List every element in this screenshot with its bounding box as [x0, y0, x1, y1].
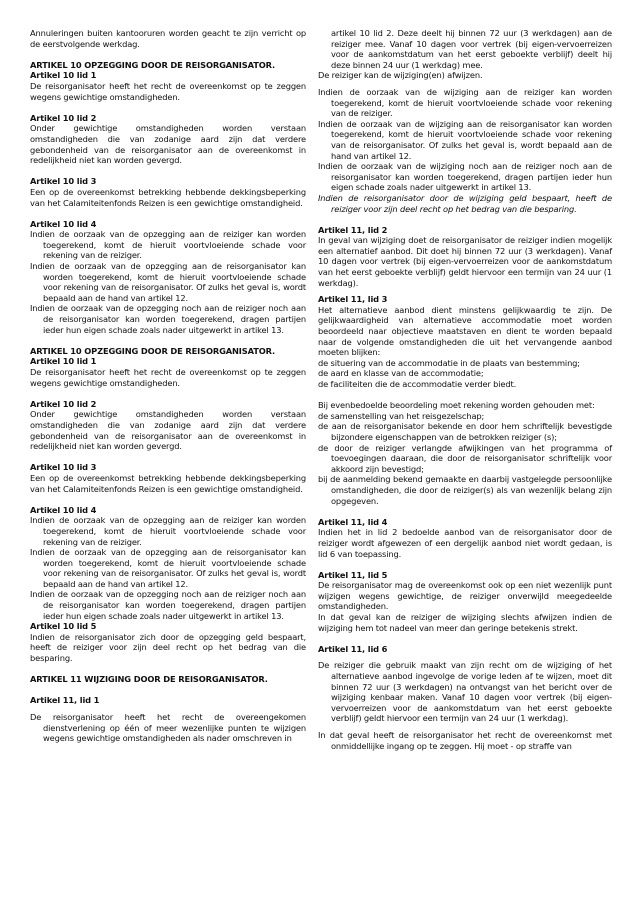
article-10-lid-3-heading: Artikel 10 lid 3	[30, 462, 97, 473]
article-11-lid-5-paragraph: In dat geval kan de reiziger de wijziging slechts afwijzen indien de wijziging hem tot nadeel van meer dan geringe betekenis strekt.	[318, 612, 612, 633]
article-11-lid-6-heading: Artikel 11, lid 6	[318, 643, 388, 654]
article-11-title: ARTIKEL 11 WIJZIGING DOOR DE REISORGANISATOR.	[30, 674, 268, 685]
article-10-lid-5-heading: Artikel 10 lid 5	[30, 621, 97, 632]
article-10-lid-1-heading: Artikel 10 lid 1	[30, 356, 97, 367]
article-10-lid-1-text: De reisorganisator heeft het recht de overeenkomst op te zeggen wegens gewichtige omstandigheden.	[30, 80, 306, 102]
article-11-lid-2-text: In geval van wijziging doet de reisorganisator de reiziger indien mogelijk een alternatief aanbod. Dit doet hij binnen 72 uur (3 werkdagen). Vanaf 10 dagen voor vertrek (bij eigen-vervoerreizen voor de aankomstdatum van het eerst geboekte verblijf) geldt hiervoor een termijn van 24 uur (1 werkdag).	[318, 235, 612, 288]
article-10-lid-4-paragraph: Indien de oorzaak van de opzegging noch aan de reiziger noch aan de reisorganisator kan worden toegerekend, dragen partijen ieder hun eigen schade zoals nader uitgewerkt in artikel 13.	[30, 589, 306, 621]
article-10-lid-3-text: Een op de overeenkomst betrekking hebbende dekkingsbeperking van het Calamiteitenfonds Reizen is een gewichtige omstandigheid.	[30, 472, 306, 494]
article-11-cause-paragraph: Indien de oorzaak van de wijziging aan de reiziger kan worden toegerekend, komt de hieruit voortvloeiende schade voor rekening van de reiziger.	[318, 86, 612, 119]
article-11-lid-1-continued: artikel 10 lid 2. Deze deelt hij binnen 72 uur (3 werkdagen) aan de reiziger mee. Vanaf 10 dagen voor vertrek (bij eigen-vervoerreizen voor de aankomstdatum van het eerst geboekte verblijf) deelt hij deze binnen 24 uur (1 werkdag) mee.	[331, 28, 612, 70]
article-11-reject-text: De reiziger kan de wijziging(en) afwijzen.	[318, 70, 483, 81]
article-10-lid-2-heading: Artikel 10 lid 2	[30, 398, 97, 409]
assessment-intro: Bij evenbedoelde beoordeling moet rekening worden gehouden met:	[318, 400, 595, 411]
article-10-title: ARTIKEL 10 OPZEGGING DOOR DE REISORGANISATOR.	[30, 345, 276, 356]
article-11-lid-3-heading: Artikel 11, lid 3	[318, 294, 388, 305]
article-10-lid-2-text: Onder gewichtige omstandigheden worden verstaan omstandigheden die van zodanige aard zijn dat verdere gebondenheid van de reisorganisator aan de overeenkomst in redelijkheid niet kan worden gevergd.	[30, 123, 306, 166]
article-11-lid-5-heading: Artikel 11, lid 5	[318, 569, 388, 580]
article-10-lid-5-text: Indien de reisorganisator zich door de opzegging geld bespaart, heeft de reiziger voor zijn deel recht op het bedrag van die besparing.	[30, 631, 306, 664]
article-11-lid-4-text: Indien het in lid 2 bedoelde aanbod van de reisorganisator door de reiziger wordt afgewezen of een dergelijk aanbod niet wordt gedaan, is lid 6 van toepassing.	[318, 527, 612, 559]
list-item: de samenstelling van het reisgezelschap;	[318, 410, 485, 421]
right-column	[318, 28, 612, 751]
article-11-lid-4-heading: Artikel 11, lid 4	[318, 516, 388, 527]
article-11-cause-paragraph: Indien de oorzaak van de wijziging aan de reisorganisator kan worden toegerekend, komt de hieruit voortvloeiende schade voor rekening van de reisorganisator. Of zulks het geval is, wordt bepaald aan de hand van artikel 12.	[318, 118, 612, 161]
left-column	[30, 28, 306, 744]
article-11-lid-3-text: Het alternatieve aanbod dient minstens gelijkwaardig te zijn. De gelijkwaardigheid van alternatieve accommodatie moet worden beoordeeld naar objectieve maatstaven en dient te worden bepaald naar de volgende omstandigheden die uit het vervangende aanbod moeten blijken:	[318, 304, 612, 358]
article-11-cause-paragraph: Indien de oorzaak van de wijziging noch aan de reiziger noch aan de reisorganisator kan worden toegerekend, dragen partijen ieder hun eigen schade zoals nader uitgewerkt in artikel 13.	[318, 161, 612, 193]
article-11-lid-6-paragraph: In dat geval heeft de reisorganisator het recht de overeenkomst met onmiddellijke ingang op te zeggen. Hij moet - op straffe van	[318, 730, 612, 751]
article-10-lid-4-paragraph: Indien de oorzaak van de opzegging noch aan de reiziger noch aan de reisorganisator kan worden toegerekend, dragen partijen ieder hun eigen schade zoals nader uitgewerkt in artikel 13.	[30, 303, 306, 335]
article-10-lid-3-text: Een op de overeenkomst betrekking hebbende dekkingsbeperking van het Calamiteitenfonds Reizen is een gewichtige omstandigheid.	[30, 186, 306, 208]
list-item: de situering van de accommodatie in de plaats van bestemming;	[318, 357, 580, 368]
list-item: de aard en klasse van de accommodatie;	[318, 368, 484, 379]
article-10-lid-4-heading: Artikel 10 lid 4	[30, 504, 97, 515]
article-11-savings-paragraph: Indien de reisorganisator door de wijziging geld bespaart, heeft de reiziger voor zijn deel recht op het bedrag van die besparing.	[318, 192, 612, 214]
article-11-lid-1-heading: Artikel 11, lid 1	[30, 695, 100, 706]
article-10-lid-2-heading: Artikel 10 lid 2	[30, 112, 97, 123]
article-10-lid-1-heading: Artikel 10 lid 1	[30, 70, 97, 81]
article-10-title: ARTIKEL 10 OPZEGGING DOOR DE REISORGANISATOR.	[30, 59, 276, 70]
article-10-lid-2-text: Onder gewichtige omstandigheden worden verstaan omstandigheden die van zodanige aard zijn dat verdere gebondenheid van de reisorganisator aan de overeenkomst in redelijkheid niet kan worden gevergd.	[30, 409, 306, 452]
article-10-lid-4-paragraph: Indien de oorzaak van de opzegging aan de reisorganisator kan worden toegerekend, komt de hieruit voortvloeiende schade voor rekening van de reisorganisator. Of zulks het geval is, wordt bepaald aan de hand van artikel 12.	[30, 261, 306, 303]
list-item: de faciliteiten die de accommodatie verder biedt.	[318, 379, 517, 389]
article-11-lid-1-text: De reisorganisator heeft het recht de overeengekomen dienstverlening op één of meer wezenlijke punten te wijzigen wegens gewichtige omstandigheden als nader omschreven in	[30, 712, 306, 744]
list-item: de door de reiziger verlangde afwijkingen van het programma of toevoegingen daaraan, die door de reisorganisator schriftelijk voor akkoord zijn bevestigd;	[318, 442, 612, 474]
article-10-lid-1-text: De reisorganisator heeft het recht de overeenkomst op te zeggen wegens gewichtige omstandigheden.	[30, 367, 306, 388]
article-10-lid-4-heading: Artikel 10 lid 4	[30, 218, 97, 229]
article-10-lid-4-paragraph: Indien de oorzaak van de opzegging aan de reisorganisator kan worden toegerekend, komt de hieruit voortvloeiende schade voor rekening van de reisorganisator. Of zulks het geval is, wordt bepaald aan de hand van artikel 12.	[30, 547, 306, 589]
intro-text: Annuleringen buiten kantooruren worden geacht te zijn verricht op de eerstvolgende werkdag.	[30, 28, 306, 49]
article-10-lid-3-heading: Artikel 10 lid 3	[30, 176, 97, 187]
article-11-lid-5-paragraph: De reisorganisator mag de overeenkomst ook op een niet wezenlijk punt wijzigen wegens gewichtige, de reiziger onverwijld meegedeelde omstandigheden.	[318, 580, 612, 612]
list-item: bij de aanmelding bekend gemaakte en daarbij vastgelegde persoonlijke omstandigheden, die door de reiziger(s) als van wezenlijk belang zijn opgegeven.	[318, 474, 612, 506]
article-11-lid-6-paragraph: De reiziger die gebruik maakt van zijn recht om de wijziging of het alternatieve aanbod ingevolge de vorige leden af te wijzen, moet dit binnen 72 uur (3 werkdagen) na ontvangst van het bericht over de wijziging kenbaar maken. Vanaf 10 dagen voor vertrek (bij eigen-vervoerreizen voor de aankomstdatum van het eerst geboekte verblijf) geldt hiervoor een termijn van 24 uur (1 werkdag).	[318, 660, 612, 724]
list-item: de aan de reisorganisator bekende en door hem schriftelijk bevestigde bijzondere eigenschappen van de betrokken reiziger (s);	[318, 421, 612, 442]
article-10-lid-4-paragraph: Indien de oorzaak van de opzegging aan de reiziger kan worden toegerekend, komt de hieruit voortvloeiende schade voor rekening van de reiziger.	[30, 229, 306, 261]
article-10-lid-4-paragraph: Indien de oorzaak van de opzegging aan de reiziger kan worden toegerekend, komt de hieruit voortvloeiende schade voor rekening van de reiziger.	[30, 515, 306, 547]
article-11-lid-2-heading: Artikel 11, lid 2	[318, 224, 388, 235]
